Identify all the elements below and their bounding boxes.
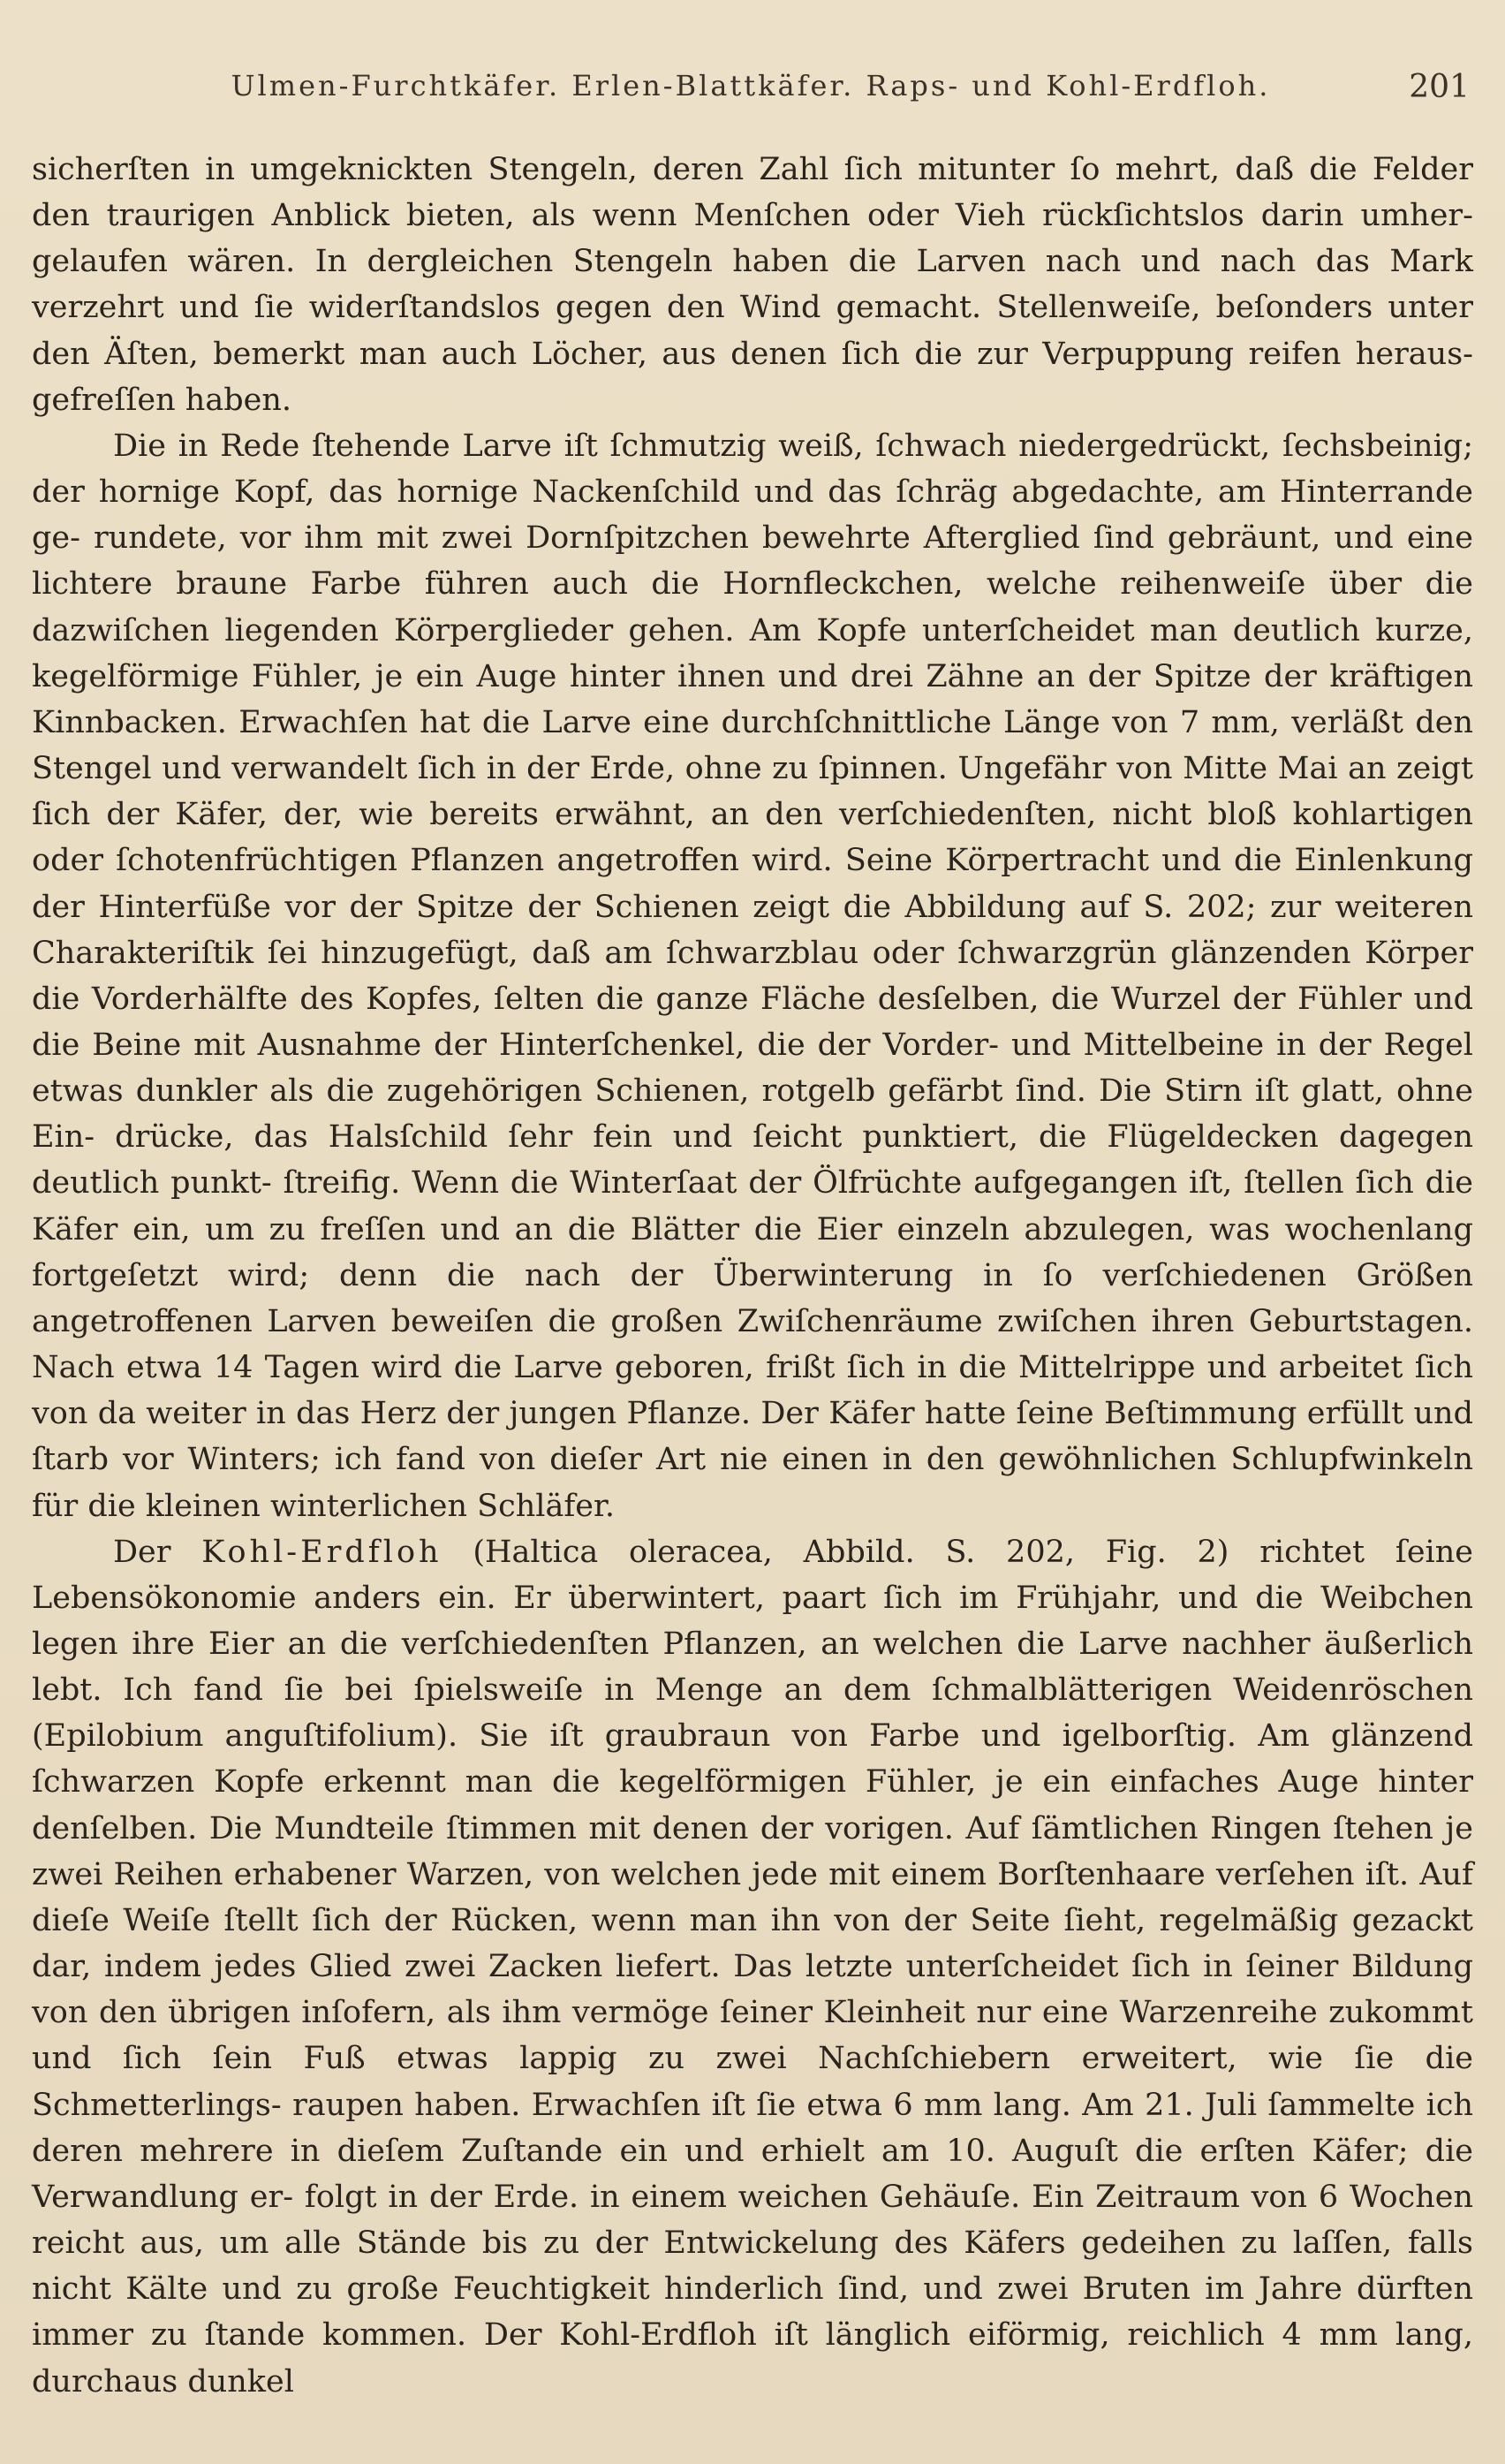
paragraph-3-lead: Der: [113, 1534, 202, 1570]
running-head: [32, 69, 1470, 122]
paragraph-1: sicherſten in umgeknickten Stengeln, deren Zahl ſich mitunter ſo mehrt, daß die Felder den traurigen Anblick bieten, als wenn Menſchen oder Vieh rückſichtslos darin umher- gelaufen wären. In dergleichen Stengeln haben die Larven nach und nach das Mark verzehrt und ſie widerſtandslos gegen den Wind gemacht. Stellenweiſe, beſonders unter den Äſten, bemerkt man auch Löcher, aus denen ſich die zur Verpuppung reifen heraus- gefreſſen haben.: [32, 152, 1473, 418]
paragraph-3-body: (Haltica oleracea, Abbild. S. 202, Fig. 2) richtet ſeine Lebensökonomie anders ein. Er überwintert, paart ſich im Frühjahr, und die Weibchen legen ihre Eier an die verſchiedenſten Pflanzen, an welchen die Larve nachher äußerlich lebt. Ich fand ſie bei ſpielsweiſe in Menge an dem ſchmalblätterigen Weidenröschen (Epilobium anguſtifolium). Sie iſt graubraun von Farbe und igelborſtig. Am glänzend ſchwarzen Kopfe erkennt man die kegelförmigen Fühler, je ein einfaches Auge hinter denſelben. Die Mundteile ſtimmen mit denen der vorigen. Auf ſämtlichen Ringen ſtehen je zwei Reihen erhabener Warzen, von welchen jede mit einem Borſtenhaare verſehen iſt. Auf dieſe Weiſe ſtellt ſich der Rücken, wenn man ihn von der Seite ſieht, regelmäßig gezackt dar, indem jedes Glied zwei Zacken liefert. Das letzte unterſcheidet ſich in ſeiner Bildung von den übrigen inſofern, als ihm vermöge ſeiner Kleinheit nur eine Warzenreihe zukommt und ſich ſein Fuß etwas lappig zu zwei Nachſchiebern erweitert, wie ſie die Schmetterlings- raupen haben. Erwachſen iſt ſie etwa 6 mm lang. Am 21. Juli ſammelte ich deren mehrere in dieſem Zuſtande ein und erhielt am 10. Auguſt die erſten Käfer; die Verwandlung er- folgt in der Erde. in einem weichen Gehäuſe. Ein Zeitraum von 6 Wochen reicht aus, um alle Stände bis zu der Entwickelung des Käfers gedeihen zu laſſen, falls nicht Kälte und zu große Feuchtigkeit hinderlich ſind, und zwei Bruten im Jahre dürften immer zu ſtande kommen. Der Kohl-Erdfloh iſt länglich eiförmig, reichlich 4 mm lang, durchaus dunkel: [32, 1534, 1473, 2400]
page-number: 201: [1409, 69, 1470, 105]
running-title: Ulmen-Furchtkäfer. Erlen-Blattkäfer. Raps- und Kohl-Erdfloh.: [231, 69, 1271, 102]
paragraph-3: [32, 1529, 1473, 2405]
body-text: [32, 147, 1473, 2405]
species-name-spaced: Kohl-Erdfloh: [201, 1534, 442, 1570]
paragraph-2: Die in Rede ſtehende Larve iſt ſchmutzig weiß, ſchwach niedergedrückt, ſechsbeinig; der hornige Kopf, das hornige Nackenſchild und das ſchräg abgedachte, am Hinterrande ge- rundete, vor ihm mit zwei Dornſpitzchen bewehrte Afterglied ſind gebräunt, und eine lichtere braune Farbe führen auch die Hornfleckchen, welche reihenweiſe über die dazwiſchen liegenden Körperglieder gehen. Am Kopfe unterſcheidet man deutlich kurze, kegelförmige Fühler, je ein Auge hinter ihnen und drei Zähne an der Spitze der kräftigen Kinnbacken. Erwachſen hat die Larve eine durchſchnittliche Länge von 7 mm, verläßt den Stengel und verwandelt ſich in der Erde, ohne zu ſpinnen. Ungefähr von Mitte Mai an zeigt ſich der Käfer, der, wie bereits erwähnt, an den verſchiedenſten, nicht bloß kohlartigen oder ſchotenfrüchtigen Pflanzen angetroffen wird. Seine Körpertracht und die Einlenkung der Hinterfüße vor der Spitze der Schienen zeigt die Abbildung auf S. 202; zur weiteren Charakteriſtik ſei hinzugefügt, daß am ſchwarzblau oder ſchwarzgrün glänzenden Körper die Vorderhälfte des Kopfes, ſelten die ganze Fläche desſelben, die Wurzel der Fühler und die Beine mit Ausnahme der Hinterſchenkel, die der Vorder- und Mittelbeine in der Regel etwas dunkler als die zugehörigen Schienen, rotgelb gefärbt ſind. Die Stirn iſt glatt, ohne Ein- drücke, das Halsſchild ſehr fein und ſeicht punktiert, die Flügeldecken dagegen deutlich punkt- ſtreifig. Wenn die Winterſaat der Ölfrüchte aufgegangen iſt, ſtellen ſich die Käfer ein, um zu freſſen und an die Blätter die Eier einzeln abzulegen, was wochenlang fortgeſetzt wird; denn die nach der Überwinterung in ſo verſchiedenen Größen angetroffenen Larven beweiſen die großen Zwiſchenräume zwiſchen ihren Geburtstagen. Nach etwa 14 Tagen wird die Larve geboren, frißt ſich in die Mittelrippe und arbeitet ſich von da weiter in das Herz der jungen Pflanze. Der Käfer hatte ſeine Beſtimmung erfüllt und ſtarb vor Winters; ich fand von dieſer Art nie einen in den gewöhnlichen Schlupfwinkeln für die kleinen winterlichen Schläfer.: [32, 428, 1473, 1524]
